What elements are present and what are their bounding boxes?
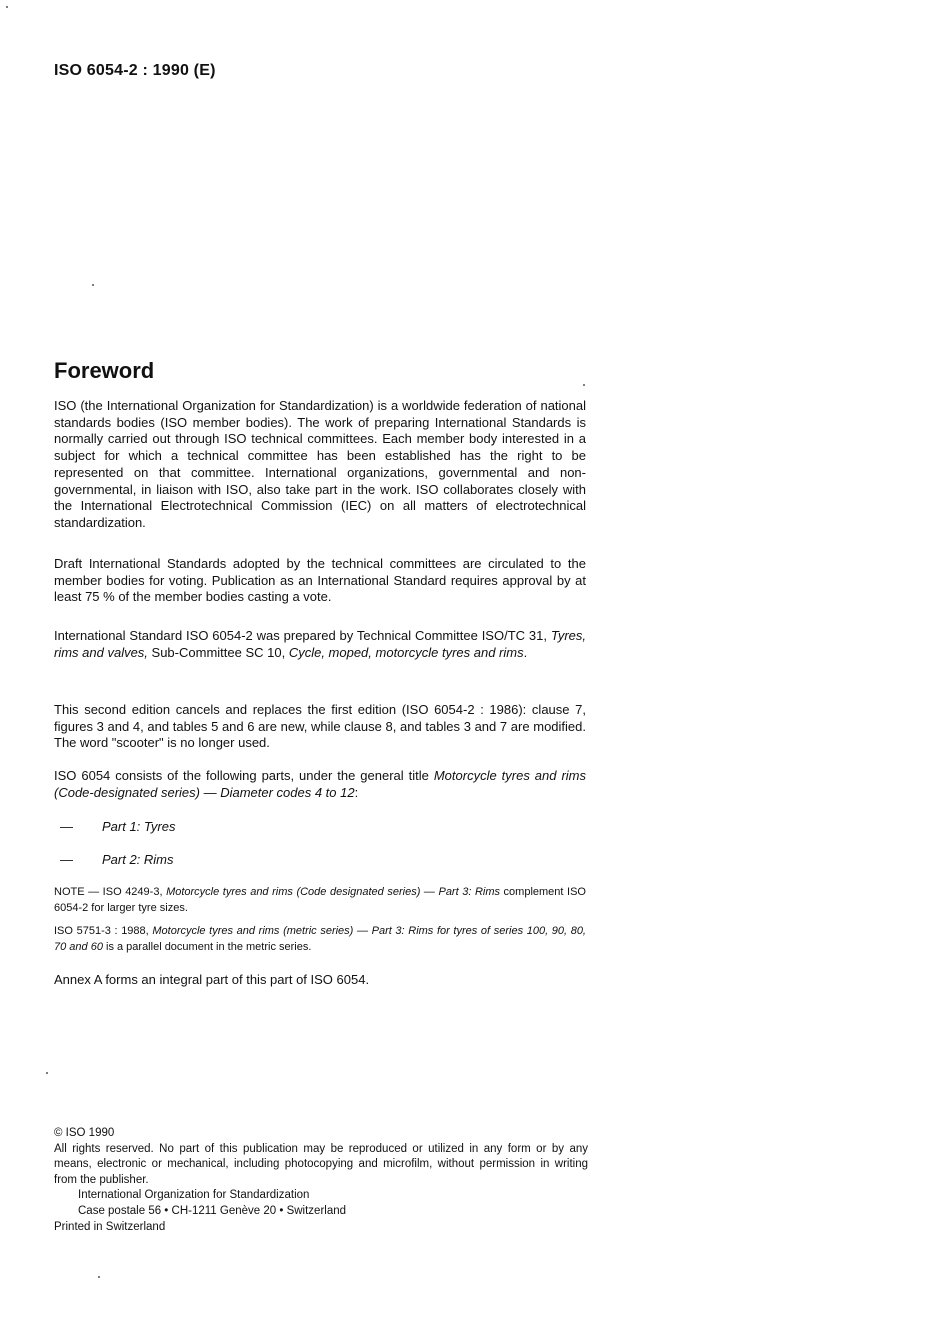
scan-speck bbox=[6, 6, 8, 8]
foreword-paragraph-6: Annex A forms an integral part of this part of ISO 6054. bbox=[54, 972, 370, 987]
list-dash: — bbox=[60, 852, 73, 867]
note-1-text-a: NOTE — ISO 4249-3, bbox=[54, 886, 167, 898]
list-item-label: Part 1: Tyres bbox=[102, 819, 176, 834]
list-dash: — bbox=[60, 819, 73, 834]
foreword-paragraph-5 bbox=[54, 768, 586, 801]
copyright-block bbox=[54, 1126, 588, 1235]
list-item bbox=[60, 819, 175, 835]
scan-speck bbox=[46, 1072, 48, 1074]
foreword-heading: Foreword bbox=[54, 358, 155, 383]
note-2-text-c: is a parallel document in the metric series. bbox=[102, 940, 312, 953]
paragraph-3-italic-b: Tyres, rims and valves, bbox=[54, 628, 586, 660]
paragraph-3-text-c: Sub-Committee SC 10, bbox=[147, 644, 289, 660]
note-2-text-a: ISO 5751-3 : 1988, bbox=[54, 925, 153, 937]
note-1-text-c: complement ISO 6054-2 for larger tyre sizes. bbox=[54, 886, 586, 914]
foreword-paragraph-2: Draft International Standards adopted by the technical committees are circulated to the member bodies for voting. Publication as an International Standard requires approval by at least 75 % of the member bodies casting a vote. bbox=[54, 556, 586, 605]
scan-speck bbox=[98, 1276, 100, 1278]
list-item-label: Part 2: Rims bbox=[102, 852, 174, 867]
foreword-paragraph-1: ISO (the International Organization for Standardization) is a worldwide federation of national standards bodies (ISO member bodies). The work of preparing International Standards is normally carried out through ISO technical committees. Each member body interested in a subject for which a technical committee has been established has the right to be represented on that committee. International organizations, governmental and non-governmental, in liaison with ISO, also take part in the work. ISO collaborates closely with the International Electrotechnical Commission (IEC) on all matters of electrotechnical standardization. bbox=[54, 398, 586, 530]
foreword-paragraph-4: This second edition cancels and replaces the first edition (ISO 6054-2 : 1986): clause 7, figures 3 and 4, and tables 5 and 6 are new, while clause 8, and tables 3 and 7 are modified. The word "scooter" is no longer used. bbox=[54, 702, 586, 751]
paragraph-3-italic-d: Cycle, moped, motorcycle tyres and rims bbox=[288, 644, 524, 660]
paragraph-5-text-c: : bbox=[354, 784, 359, 800]
paragraph-5-text-a: ISO 6054 consists of the following parts, under the general title bbox=[54, 768, 434, 783]
copyright-line: © ISO 1990 bbox=[54, 1127, 115, 1139]
document-id-header: ISO 6054-2 : 1990 (E) bbox=[54, 62, 216, 79]
organization-name: International Organization for Standardization bbox=[78, 1189, 310, 1202]
note-1 bbox=[54, 885, 586, 916]
note-2-italic-b: Motorcycle tyres and rims (metric series) — Part 3: Rims for tyres of series 100, 90, 80, 70 and 60 bbox=[54, 925, 586, 953]
paragraph-3-text-a: International Standard ISO 6054-2 was prepared by Technical Committee ISO/TC 31, bbox=[54, 628, 551, 643]
postal-address: Case postale 56 • CH-1211 Genève 20 • Switzerland bbox=[78, 1204, 347, 1217]
paragraph-5-italic-b: Motorcycle tyres and rims (Code-designated series) — Diameter codes 4 to 12 bbox=[54, 768, 586, 800]
foreword-paragraph-3 bbox=[54, 628, 586, 661]
rights-statement: All rights reserved. No part of this publication may be reproduced or utilized in any form or by any means, electronic or mechanical, including photocopying and microfilm, without permission in writing from the publisher. bbox=[54, 1142, 588, 1186]
note-2 bbox=[54, 924, 586, 955]
scan-speck bbox=[92, 284, 94, 286]
note-1-italic-b: Motorcycle tyres and rims (Code designated series) — Part 3: Rims bbox=[166, 886, 500, 898]
scan-speck bbox=[583, 384, 585, 386]
list-item bbox=[60, 852, 174, 868]
paragraph-3-text-e: . bbox=[523, 644, 528, 660]
printed-in: Printed in Switzerland bbox=[54, 1220, 166, 1233]
